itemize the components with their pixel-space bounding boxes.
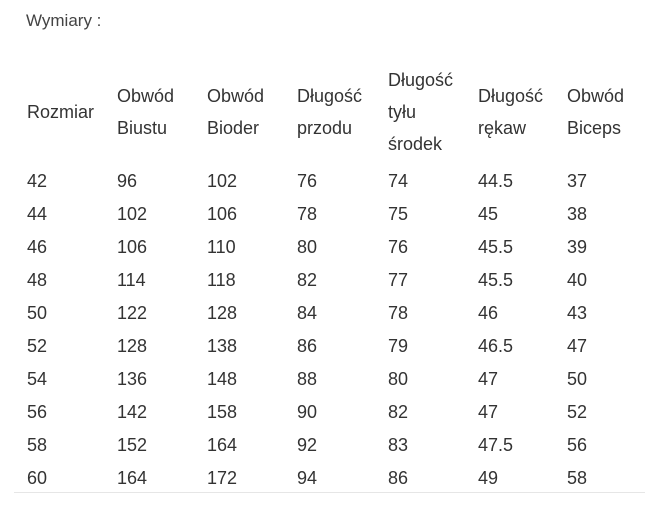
table-cell: 88 (297, 369, 318, 389)
table-cell: 80 (388, 369, 409, 389)
table-cell: 47 (478, 402, 499, 422)
table-cell: 114 (117, 270, 146, 290)
column-header: środek (388, 134, 443, 154)
table-cell: 128 (117, 336, 148, 356)
table-cell: 58 (567, 468, 588, 488)
table-cell: 47 (567, 336, 588, 356)
table-cell: 86 (297, 336, 318, 356)
column-header: Obwód (207, 86, 265, 106)
table-cell: 37 (567, 171, 588, 191)
table-cell: 142 (117, 402, 148, 422)
table-cell: 164 (207, 435, 238, 455)
table-cell: 172 (207, 468, 238, 488)
table-cell: 39 (567, 237, 588, 257)
table-cell: 50 (567, 369, 588, 389)
row-size-cell: 42 (27, 171, 48, 191)
table-cell: 77 (388, 270, 409, 290)
row-size-cell: 60 (27, 468, 48, 488)
table-cell: 74 (388, 171, 409, 191)
table-cell: 80 (297, 237, 318, 257)
page-title: Wymiary : (26, 11, 102, 30)
table-cell: 45 (478, 204, 499, 224)
table-cell: 110 (207, 237, 236, 257)
table-cell: 46.5 (478, 336, 514, 356)
table-cell: 106 (117, 237, 148, 257)
table-cell: 76 (297, 171, 318, 191)
column-header: Biustu (117, 118, 168, 138)
column-header: przodu (297, 118, 353, 138)
table-cell: 102 (117, 204, 148, 224)
table-cell: 118 (207, 270, 236, 290)
table-cell: 52 (567, 402, 588, 422)
table-cell: 102 (207, 171, 238, 191)
table-cell: 94 (297, 468, 318, 488)
row-size-cell: 46 (27, 237, 48, 257)
table-cell: 82 (388, 402, 409, 422)
table-cell: 38 (567, 204, 588, 224)
column-header: rękaw (478, 118, 527, 138)
column-header: Długość (478, 86, 544, 106)
table-bottom-divider (14, 492, 645, 493)
table-cell: 164 (117, 468, 148, 488)
table-cell: 92 (297, 435, 318, 455)
column-header: Długość (388, 70, 454, 90)
table-cell: 56 (567, 435, 588, 455)
table-cell: 44.5 (478, 171, 514, 191)
table-cell: 49 (478, 468, 499, 488)
column-header: Długość (297, 86, 363, 106)
table-cell: 148 (207, 369, 238, 389)
table-cell: 136 (117, 369, 148, 389)
row-size-cell: 54 (27, 369, 48, 389)
table-cell: 106 (207, 204, 238, 224)
table-cell: 40 (567, 270, 588, 290)
table-cell: 78 (297, 204, 318, 224)
table-cell: 84 (297, 303, 318, 323)
row-size-cell: 56 (27, 402, 48, 422)
table-cell: 46 (478, 303, 499, 323)
table-cell: 79 (388, 336, 409, 356)
table-cell: 45.5 (478, 270, 514, 290)
column-header: Rozmiar (27, 102, 95, 122)
table-cell: 76 (388, 237, 409, 257)
row-size-cell: 48 (27, 270, 48, 290)
table-cell: 96 (117, 171, 138, 191)
table-cell: 122 (117, 303, 148, 323)
row-size-cell: 50 (27, 303, 48, 323)
row-size-cell: 58 (27, 435, 48, 455)
table-cell: 138 (207, 336, 238, 356)
table-cell: 128 (207, 303, 238, 323)
table-cell: 43 (567, 303, 588, 323)
table-cell: 45.5 (478, 237, 514, 257)
table-cell: 152 (117, 435, 148, 455)
column-header: Biceps (567, 118, 622, 138)
table-cell: 158 (207, 402, 238, 422)
table-cell: 82 (297, 270, 318, 290)
column-header: tyłu (388, 102, 417, 122)
column-header: Obwód (117, 86, 175, 106)
table-cell: 83 (388, 435, 409, 455)
table-cell: 86 (388, 468, 409, 488)
table-cell: 47.5 (478, 435, 514, 455)
table-cell: 47 (478, 369, 499, 389)
column-header: Obwód (567, 86, 625, 106)
table-cell: 90 (297, 402, 318, 422)
row-size-cell: 52 (27, 336, 48, 356)
table-cell: 75 (388, 204, 409, 224)
column-header: Bioder (207, 118, 260, 138)
row-size-cell: 44 (27, 204, 48, 224)
table-cell: 78 (388, 303, 409, 323)
